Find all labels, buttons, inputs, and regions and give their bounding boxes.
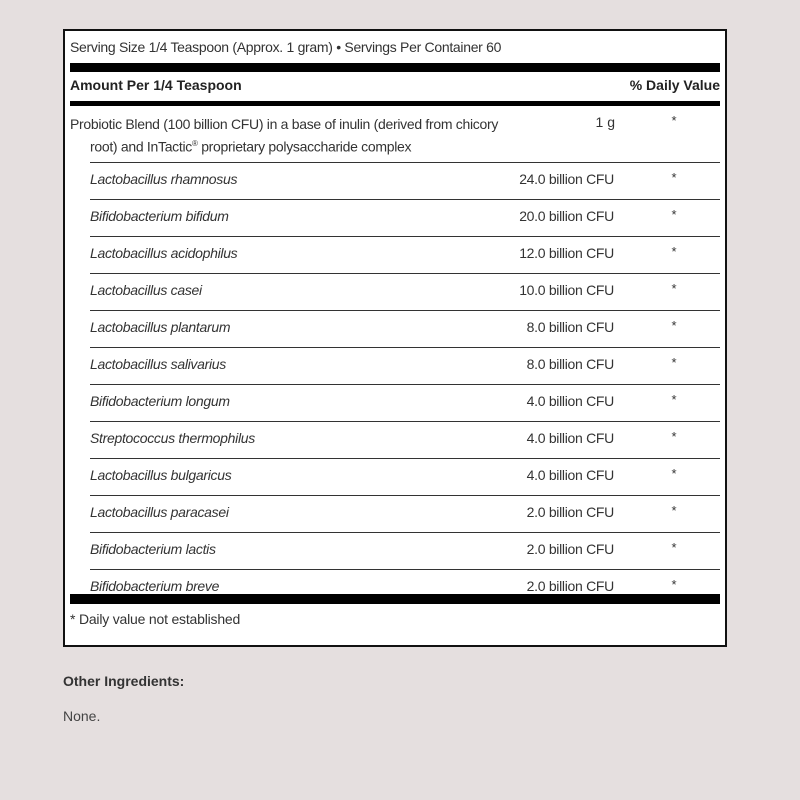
ingredient-row [90, 162, 720, 199]
blend-line-2-b: proprietary polysaccharide complex [197, 138, 412, 155]
ingredient-name: Lactobacillus bulgaricus [90, 467, 232, 483]
ingredient-row [90, 347, 720, 384]
medium-divider [70, 101, 720, 106]
ingredient-row [90, 495, 720, 532]
ingredient-name: Lactobacillus plantarum [90, 319, 231, 335]
ingredient-amount: 2.0 billion CFU [526, 578, 614, 594]
ingredient-amount: 2.0 billion CFU [526, 541, 614, 557]
ingredient-row [90, 273, 720, 310]
ingredient-daily-value: * [671, 540, 677, 555]
ingredient-amount: 4.0 billion CFU [526, 393, 614, 409]
ingredient-daily-value: * [671, 355, 677, 370]
ingredient-daily-value: * [671, 392, 677, 407]
ingredient-rows [65, 162, 725, 606]
ingredient-amount: 24.0 billion CFU [519, 171, 614, 187]
ingredient-daily-value: * [671, 244, 677, 259]
amount-per-label: Amount Per 1/4 Teaspoon [70, 77, 242, 93]
blend-line-2 [70, 134, 510, 157]
ingredient-name: Lactobacillus paracasei [90, 504, 229, 520]
thick-divider [70, 63, 720, 72]
serving-info: Serving Size 1/4 Teaspoon (Approx. 1 gram) • Servings Per Container 60 [70, 39, 502, 55]
ingredient-row [90, 310, 720, 347]
ingredient-amount: 8.0 billion CFU [526, 319, 614, 335]
ingredient-daily-value: * [671, 503, 677, 518]
daily-value-label: % Daily Value [629, 77, 720, 93]
ingredient-name: Lactobacillus acidophilus [90, 245, 238, 261]
footnote: * Daily value not established [70, 611, 241, 627]
ingredient-daily-value: * [671, 207, 677, 222]
ingredient-name: Bifidobacterium longum [90, 393, 230, 409]
probiotic-blend-description [70, 114, 510, 157]
ingredient-amount: 8.0 billion CFU [526, 356, 614, 372]
ingredient-daily-value: * [671, 429, 677, 444]
supplement-facts-panel [63, 29, 727, 647]
ingredient-amount: 12.0 billion CFU [519, 245, 614, 261]
ingredient-amount: 10.0 billion CFU [519, 282, 614, 298]
blend-amount: 1 g [595, 114, 615, 130]
blend-line-1: Probiotic Blend (100 billion CFU) in a base of inulin (derived from chicory [70, 116, 499, 132]
ingredient-amount: 20.0 billion CFU [519, 208, 614, 224]
ingredient-name: Lactobacillus rhamnosus [90, 171, 238, 187]
ingredient-row [90, 236, 720, 273]
ingredient-name: Bifidobacterium breve [90, 578, 220, 594]
ingredient-row [90, 199, 720, 236]
ingredient-daily-value: * [671, 170, 677, 185]
ingredient-amount: 2.0 billion CFU [526, 504, 614, 520]
ingredient-daily-value: * [671, 577, 677, 592]
ingredient-name: Streptococcus thermophilus [90, 430, 255, 446]
blend-line-2-a: root) and InTactic [90, 138, 192, 155]
ingredient-amount: 4.0 billion CFU [526, 467, 614, 483]
blend-dv: * [671, 113, 677, 128]
ingredient-name: Bifidobacterium lactis [90, 541, 216, 557]
other-ingredients-value: None. [63, 708, 101, 724]
ingredient-amount: 4.0 billion CFU [526, 430, 614, 446]
ingredient-daily-value: * [671, 281, 677, 296]
ingredient-daily-value: * [671, 318, 677, 333]
ingredient-name: Bifidobacterium bifidum [90, 208, 229, 224]
ingredient-daily-value: * [671, 466, 677, 481]
ingredient-row [90, 458, 720, 495]
other-ingredients-title: Other Ingredients: [63, 673, 185, 689]
ingredient-name: Lactobacillus casei [90, 282, 202, 298]
ingredient-row [90, 384, 720, 421]
bottom-thick-divider [70, 594, 720, 604]
ingredient-row [90, 532, 720, 569]
ingredient-row [90, 421, 720, 458]
ingredient-name: Lactobacillus salivarius [90, 356, 226, 372]
registered-mark: ® [192, 139, 198, 148]
